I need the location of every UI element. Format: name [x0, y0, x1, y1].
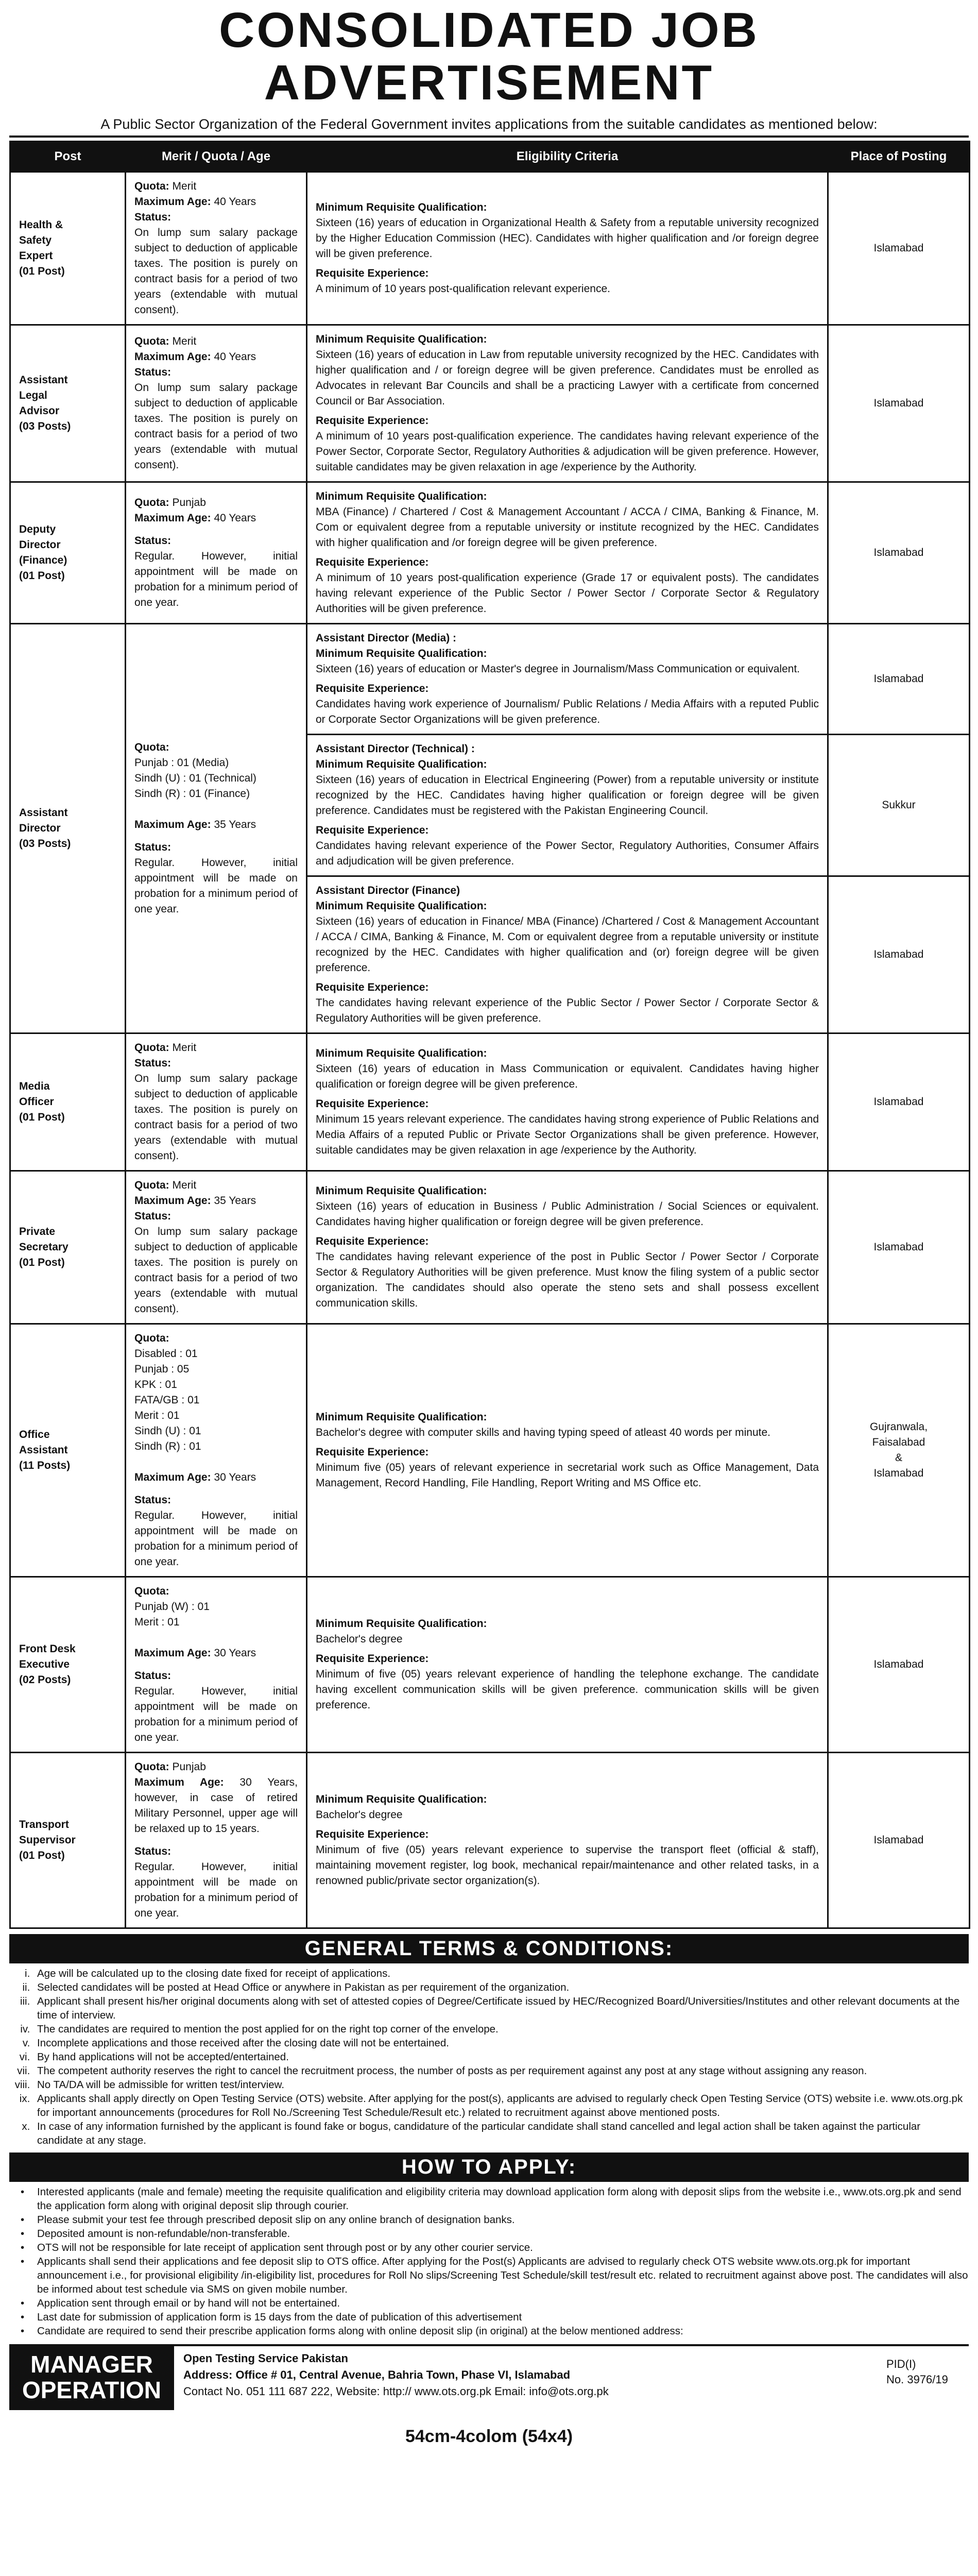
max-age-value: 30 Years, however, in case of retired Military Personnel, upper age will be relaxed up to 15 years.: [134, 1776, 298, 1835]
post-title-line: Office: [19, 1429, 50, 1440]
post-title-line: Director: [19, 822, 61, 834]
max-age: [134, 511, 298, 526]
quota-value: Merit: [172, 1042, 197, 1054]
experience-heading: Requisite Experience:: [316, 415, 429, 427]
qualification-text: Bachelor's degree with computer skills and having typing speed of atleast 40 words per minute.: [316, 1427, 770, 1438]
pid-label: PID(I): [886, 2358, 916, 2370]
merit-quota-age: [126, 1033, 307, 1171]
merit-quota-age: [126, 1577, 307, 1753]
status-text: Regular. However, initial appointment will be made on probation for a minimum period of one year.: [134, 550, 298, 608]
operation-line: OPERATION: [22, 2377, 162, 2403]
qualification-heading: Minimum Requisite Qualification:: [316, 900, 487, 912]
apply-item: • OTS will not be responsible for late receipt of application sent through post or by any other courier service.: [33, 2241, 969, 2255]
quota: [134, 495, 298, 511]
pid-block: [881, 2346, 969, 2410]
quota-label: Quota:: [134, 1332, 169, 1344]
terms-heading: GENERAL TERMS & CONDITIONS:: [9, 1934, 969, 1963]
experience-heading: Requisite Experience:: [316, 981, 429, 993]
spacer: [134, 1454, 298, 1470]
post-title: [10, 1033, 126, 1171]
post-title: [10, 1753, 126, 1928]
post-title: [10, 1171, 126, 1324]
terms-item: vii. The competent authority reserves the right to cancel the recruitment process, the number of posts as per requirement against any post at any stage without assigning any reason.: [33, 2064, 969, 2078]
max-age: [134, 1646, 298, 1661]
experience-text: The candidates having relevant experience of the Public Sector / Power Sector / Corporate Sector & Regulatory Authorities will be given preference.: [316, 997, 819, 1024]
status-label: Status:: [134, 1670, 171, 1682]
max-age: [134, 1470, 298, 1485]
post-title: [10, 325, 126, 482]
post-title-line: (11 Posts): [19, 1460, 71, 1471]
status-label: Status:: [134, 841, 171, 853]
qualification-text: Sixteen (16) years of education in Finance/ MBA (Finance) /Chartered / Cost & Management Accountant / ACCA / CIMA, Banking & Finance, M. Com or equivalent degree from a reputable university or institute recognized by the HEC. Candidates with higher qualification and (or) foreign degree will be given preference.: [316, 916, 819, 974]
eligibility-criteria: [307, 1753, 828, 1928]
experience-text: The candidates having relevant experience of the post in Public Sector / Power Sector / Corporate Sector & Regulatory Authorities will be given preference. Must know the filing system of a public sector organization. The candidates should also operate the steno sets and shall possess excellent communication skills.: [316, 1251, 819, 1309]
quota-label: Quota:: [134, 1042, 169, 1054]
qualification-heading: Minimum Requisite Qualification:: [316, 1618, 487, 1630]
experience-heading: Requisite Experience:: [316, 1235, 429, 1247]
experience-text: A minimum of 10 years post-qualification relevant experience.: [316, 283, 610, 295]
qualification-text: Bachelor's degree: [316, 1809, 403, 1821]
job-row: [10, 1033, 970, 1171]
post-title: [10, 1324, 126, 1577]
post-title-line: Assistant: [19, 1444, 68, 1456]
quota-line: Sindh (R) : 01: [134, 1440, 201, 1452]
page-title: [9, 0, 969, 109]
spacer: [134, 1485, 298, 1493]
post-title-line: Safety: [19, 234, 52, 246]
quota-value: Merit: [172, 1179, 197, 1191]
experience-heading: Requisite Experience:: [316, 267, 429, 279]
apply-item: • Please submit your test fee through prescribed deposit slip on any online branch of designation banks.: [33, 2213, 969, 2227]
qualification-heading: Minimum Requisite Qualification:: [316, 201, 487, 213]
ots-contact: Contact No. 051 111 687 222, Website: http:// www.ots.org.pk Email: info@ots.org.pk: [183, 2385, 609, 2398]
col-header-criteria: Eligibility Criteria: [307, 142, 828, 172]
qualification-heading: Minimum Requisite Qualification:: [316, 490, 487, 502]
post-title-line: Transport: [19, 1819, 69, 1831]
qualification-text: Sixteen (16) years of education in Electrical Engineering (Power) from a reputable university or institute recognized by the HEC. Candidates having higher qualification or foreign degree will be given preference. Candidates must be registered with the Pakistan Engineering Council.: [316, 774, 819, 817]
spacer: [134, 1837, 298, 1844]
place-of-posting: Islamabad: [828, 482, 970, 624]
eligibility-criteria: [307, 735, 828, 876]
quota-value: Merit: [172, 180, 197, 192]
place-of-posting: [828, 1324, 970, 1577]
quota-line: Merit : 01: [134, 1410, 180, 1421]
post-title-line: Health &: [19, 219, 63, 231]
post-title-line: Expert: [19, 250, 53, 262]
col-header-merit: Merit / Quota / Age: [126, 142, 307, 172]
max-age: [134, 349, 298, 365]
job-row: [10, 325, 970, 482]
quota-value: Punjab: [172, 1761, 206, 1773]
job-row: [10, 1753, 970, 1928]
job-row: [10, 624, 970, 735]
place-line: &: [895, 1452, 902, 1464]
sub-post-heading: Assistant Director (Technical) :: [316, 743, 475, 755]
experience-text: Candidates having relevant experience of the Power Sector, Regulatory Authorities, Consumer Affairs and adjudication will be given preference.: [316, 840, 819, 867]
sub-post-heading: Assistant Director (Finance): [316, 885, 460, 896]
qualification-text: Sixteen (16) years of education in Mass Communication or equivalent. Candidates having higher qualification or foreign degree will be given preference.: [316, 1063, 819, 1090]
place-of-posting: Islamabad: [828, 325, 970, 482]
job-row: [10, 1324, 970, 1577]
experience-heading: Requisite Experience:: [316, 1446, 429, 1458]
status-label: Status:: [134, 535, 171, 547]
qualification-text: Sixteen (16) years of education in Organizational Health & Safety from a reputable university recognized by the Higher Education Commission (HEC). Candidates with higher qualification and /or foreign degree will be given preference.: [316, 217, 819, 260]
eligibility-criteria: [307, 1577, 828, 1753]
ots-contact-block: [174, 2346, 881, 2410]
experience-heading: Requisite Experience:: [316, 1828, 429, 1840]
qualification-text: Bachelor's degree: [316, 1633, 403, 1645]
max-age-label: Maximum Age:: [134, 351, 211, 363]
status-label: Status:: [134, 211, 171, 223]
apply-item: • Applicants shall send their applications and fee deposit slip to OTS office. After applying for the Post(s) Applicants are advised to regularly check OTS website www.ots.org.pk for important announcement i.e., for provisional eligibility /in-eligibility list, procedures for Roll No slips/Screening Test Schedule/skill test/result etc. related to recruitment against above post. The candidates will also be informed about test schedule via SMS on given mobile number.: [33, 2255, 969, 2296]
eligibility-criteria: [307, 172, 828, 325]
post-title-line: (Finance): [19, 554, 67, 566]
quota: [134, 179, 298, 194]
eligibility-criteria: [307, 1324, 828, 1577]
spacer: [134, 833, 298, 840]
pid-number: No. 3976/19: [886, 2373, 948, 2386]
qualification-heading: Minimum Requisite Qualification:: [316, 1793, 487, 1805]
max-age-label: Maximum Age:: [134, 1471, 211, 1483]
quota-line: Disabled : 01: [134, 1348, 198, 1360]
footer: [9, 2344, 969, 2410]
quota-label: Quota:: [134, 1585, 169, 1597]
max-age-value: 40 Years: [214, 512, 256, 524]
max-age-label: Maximum Age:: [134, 196, 211, 208]
job-row: [10, 1577, 970, 1753]
status-label: Status:: [134, 1494, 171, 1506]
post-title: [10, 1577, 126, 1753]
quota-label: Quota:: [134, 497, 169, 509]
quota-line: Sindh (R) : 01 (Finance): [134, 788, 250, 800]
experience-text: Minimum of five (05) years relevant experience to supervise the transport fleet (official & staff), maintaining movement register, log book, mechanical repair/maintenance and other related tasks, in a renowned public/private sector organization(s).: [316, 1844, 819, 1887]
post-title-line: (02 Posts): [19, 1674, 71, 1686]
post-title-line: Media: [19, 1080, 50, 1092]
max-age: [134, 817, 298, 833]
terms-item: i. Age will be calculated up to the closing date fixed for receipt of applications.: [33, 1967, 969, 1980]
qualification-text: Sixteen (16) years of education in Law from reputable university recognized by the HEC. Candidates with higher qualification and / or foreign degree will be given preference. Candidates must be enrolled as Advocates in relevant Bar Councils and shall be a practicing Lawyer with a certificate from concerned Council or Bar Association.: [316, 349, 819, 407]
terms-item: vi. By hand applications will not be accepted/entertained.: [33, 2050, 969, 2064]
quota-line: Punjab (W) : 01: [134, 1601, 210, 1613]
eligibility-criteria: [307, 624, 828, 735]
quota: [134, 334, 298, 349]
job-row: [10, 482, 970, 624]
qualification-text: Sixteen (16) years of education in Business / Public Administration / Social Sciences or equivalent. Candidates having higher qualification or foreign degree will be given preference.: [316, 1200, 819, 1228]
experience-heading: Requisite Experience:: [316, 556, 429, 568]
experience-text: A minimum of 10 years post-qualification experience. The candidates having relevant experience of the Power Sector, Corporate Sector, Regulatory Authorities & adjudication will be given preference. However, suitable candidates may be given relaxation in age /experience by the Authority.: [316, 430, 819, 473]
intro-text: A Public Sector Organization of the Federal Government invites applications from the suitable candidates as mentioned below:: [9, 116, 969, 138]
terms-item: ii. Selected candidates will be posted at Head Office or anywhere in Pakistan as per requirement of the organization.: [33, 1980, 969, 1994]
status-text: On lump sum salary package subject to deduction of applicable taxes. The position is purely on contract basis for a period of two years (extendable with mutual consent).: [134, 227, 298, 316]
status-label: Status:: [134, 1845, 171, 1857]
place-of-posting: Islamabad: [828, 624, 970, 735]
ots-address: Address: Office # 01, Central Avenue, Bahria Town, Phase VI, Islamabad: [183, 2368, 571, 2381]
max-age: [134, 1193, 298, 1209]
merit-quota-age: [126, 482, 307, 624]
max-age-value: 35 Years: [214, 1195, 256, 1207]
status-text: On lump sum salary package subject to deduction of applicable taxes. The position is purely on contract basis for a period of two years (extendable with mutual consent).: [134, 382, 298, 471]
place-of-posting: Islamabad: [828, 1753, 970, 1928]
experience-heading: Requisite Experience:: [316, 1653, 429, 1665]
quota-label: Quota:: [134, 335, 169, 347]
merit-quota-age: [126, 1171, 307, 1324]
terms-item: x. In case of any information furnished by the applicant is found fake or bogus, candidature of the particular candidate shall stand cancelled and legal action shall be taken against the particular candidate at any stage.: [33, 2120, 969, 2147]
col-header-post: Post: [10, 142, 126, 172]
post-title-line: Legal: [19, 389, 47, 401]
apply-item: • Candidate are required to send their prescribe application forms along with online deposit slip (in original) at the below mentioned address:: [33, 2324, 969, 2338]
table-header-row: [10, 142, 970, 172]
status-label: Status:: [134, 1057, 171, 1069]
col-header-place: Place of Posting: [828, 142, 970, 172]
manager-line: MANAGER: [30, 2351, 153, 2378]
qualification-heading: Minimum Requisite Qualification:: [316, 1185, 487, 1197]
post-title-line: Private: [19, 1226, 56, 1238]
post-title-line: Executive: [19, 1658, 70, 1670]
post-title-line: (01 Post): [19, 1111, 65, 1123]
qualification-text: MBA (Finance) / Chartered / Cost & Management Accountant / ACCA / CIMA, Banking & Finance, M. Com or equivalent degree from a reputable university or institute recognized by the HEC. Candidates with higher qualification and /or foreign degree will be given preference.: [316, 506, 819, 549]
qualification-heading: Minimum Requisite Qualification:: [316, 758, 487, 770]
apply-item: • Last date for submission of application form is 15 days from the date of publication of this advertisement: [33, 2310, 969, 2324]
quota: [134, 1759, 298, 1775]
status-text: Regular. However, initial appointment will be made on probation for a minimum period of one year.: [134, 1861, 298, 1919]
quota-label: Quota:: [134, 741, 169, 753]
quota-line: Merit : 01: [134, 1616, 180, 1628]
max-age-label: Maximum Age:: [134, 819, 211, 831]
experience-text: A minimum of 10 years post-qualification experience (Grade 17 or equivalent posts). The candidates having relevant experience of the Public Sector / Power Sector / Corporate Sector & Regulatory Authorities will be given preference.: [316, 572, 819, 615]
experience-text: Minimum 15 years relevant experience. The candidates having strong experience of Public Relations and Media Affairs of a reputed Public or Private Sector Organizations shall be given preference. However, suitable candidates may be given relaxation in age /experience by the Authority.: [316, 1113, 819, 1156]
experience-text: Minimum five (05) years of relevant experience in secretarial work such as Office Management, Data Management, Record Handling, File Handling, Report Writing and MS Office etc.: [316, 1462, 819, 1489]
max-age-value: 30 Years: [214, 1471, 256, 1483]
title-line-2: ADVERTISEMENT: [264, 55, 714, 110]
post-title-line: (03 Posts): [19, 838, 71, 850]
post-title-line: Deputy: [19, 523, 56, 535]
max-age-value: 40 Years: [214, 351, 256, 363]
quota: [134, 1040, 298, 1056]
place-of-posting: Islamabad: [828, 876, 970, 1033]
quota-value: Merit: [172, 335, 197, 347]
job-advertisement: [9, 0, 969, 2576]
job-row: [10, 1171, 970, 1324]
merit-quota-age: [126, 172, 307, 325]
post-title: [10, 172, 126, 325]
eligibility-criteria: [307, 1033, 828, 1171]
post-title-line: Secretary: [19, 1241, 68, 1253]
spacer: [134, 1661, 298, 1668]
manager-operation-block: [9, 2346, 174, 2410]
max-age-value: 40 Years: [214, 196, 256, 208]
place-line: Islamabad: [873, 1467, 924, 1479]
place-of-posting: Islamabad: [828, 1577, 970, 1753]
jobs-table-body: [10, 172, 970, 1928]
qualification-heading: Minimum Requisite Qualification:: [316, 1047, 487, 1059]
apply-list: [9, 2185, 969, 2338]
ots-org-name: Open Testing Service Pakistan: [183, 2352, 348, 2365]
apply-item: • Application sent through email or by hand will not be entertained.: [33, 2296, 969, 2310]
apply-item: • Deposited amount is non-refundable/non-transferable.: [33, 2227, 969, 2241]
max-age-label: Maximum Age:: [134, 1647, 211, 1659]
experience-heading: Requisite Experience:: [316, 683, 429, 694]
post-title-line: Advisor: [19, 405, 60, 417]
status-text: Regular. However, initial appointment will be made on probation for a minimum period of one year.: [134, 857, 298, 915]
post-title-line: Assistant: [19, 374, 68, 386]
post-title-line: (01 Post): [19, 570, 65, 582]
ad-size-label: 54cm-4colom (54x4): [405, 2427, 573, 2446]
post-title: [10, 624, 126, 1033]
status-text: On lump sum salary package subject to deduction of applicable taxes. The position is purely on contract basis for a period of two years (extendable with mutual consent).: [134, 1073, 298, 1162]
terms-list: [9, 1967, 969, 2147]
jobs-table: [9, 141, 970, 1929]
qualification-heading: Minimum Requisite Qualification:: [316, 333, 487, 345]
quota-label: Quota:: [134, 180, 169, 192]
max-age-label: Maximum Age:: [134, 1195, 211, 1207]
place-of-posting: Islamabad: [828, 172, 970, 325]
merit-quota-age: [126, 1324, 307, 1577]
post-title-line: Front Desk: [19, 1643, 76, 1655]
quota-value: Punjab: [172, 497, 206, 509]
quota-line: KPK : 01: [134, 1379, 177, 1391]
eligibility-criteria: [307, 876, 828, 1033]
place-of-posting: Sukkur: [828, 735, 970, 876]
place-of-posting: Islamabad: [828, 1033, 970, 1171]
merit-quota-age: [126, 325, 307, 482]
quota-line: Punjab : 01 (Media): [134, 757, 229, 769]
sub-post-heading: Assistant Director (Media) :: [316, 632, 457, 644]
max-age-value: 35 Years: [214, 819, 256, 831]
status-text: Regular. However, initial appointment will be made on probation for a minimum period of one year.: [134, 1510, 298, 1568]
terms-item: viii. No TA/DA will be admissible for written test/interview.: [33, 2078, 969, 2092]
eligibility-criteria: [307, 325, 828, 482]
qualification-heading: Minimum Requisite Qualification:: [316, 1411, 487, 1423]
experience-heading: Requisite Experience:: [316, 1098, 429, 1110]
experience-text: Minimum of five (05) years relevant experience of handling the telephone exchange. The candidate having excellent communication skills will be given preference. communication skills will be given preference.: [316, 1668, 819, 1711]
quota-line: Sindh (U) : 01: [134, 1425, 201, 1437]
terms-item: v. Incomplete applications and those received after the closing date will not be entertained.: [33, 2036, 969, 2050]
apply-item: • Interested applicants (male and female) meeting the requisite qualification and eligibility criteria may download application form along with deposit slips from the website i.e., www.ots.org.pk and send the application form along with original deposit slip through courier.: [33, 2185, 969, 2213]
status-label: Status:: [134, 366, 171, 378]
terms-item: ix. Applicants shall apply directly on Open Testing Service (OTS) website. After applying for the post(s), applicants are advised to regularly check Open Testing Service (OTS) website i.e. www.ots.org.pk for important announcements (procedures for Roll No./Screening Test Schedule/Result etc.) related to recruitment against above mentioned posts.: [33, 2092, 969, 2120]
eligibility-criteria: [307, 482, 828, 624]
max-age-label: Maximum Age:: [134, 512, 211, 524]
max-age-value: 30 Years: [214, 1647, 256, 1659]
post-title-line: (01 Post): [19, 265, 65, 277]
merit-quota-age: [126, 1753, 307, 1928]
quota-line: FATA/GB : 01: [134, 1394, 200, 1406]
qualification-text: Sixteen (16) years of education or Master's degree in Journalism/Mass Communication or equivalent.: [316, 663, 800, 675]
quota: [134, 1178, 298, 1193]
quota-label: Quota:: [134, 1761, 169, 1773]
merit-quota-age: [126, 624, 307, 1033]
post-title-line: Officer: [19, 1096, 54, 1108]
spacer: [134, 526, 298, 533]
max-age: [134, 1775, 298, 1837]
post-title-line: (01 Post): [19, 1850, 65, 1861]
experience-heading: Requisite Experience:: [316, 824, 429, 836]
post-title-line: Director: [19, 539, 61, 551]
post-title: [10, 482, 126, 624]
title-line-1: CONSOLIDATED JOB: [219, 3, 759, 58]
terms-item: iii. Applicant shall present his/her original documents along with set of attested copies of Degree/Certificate issued by HEC/Recognized Board/Universities/Institutes and other relevant documents at the time of interview.: [33, 1994, 969, 2022]
quota-label: Quota:: [134, 1179, 169, 1191]
terms-item: iv. The candidates are required to mention the post applied for on the right top corner of the envelope.: [33, 2022, 969, 2036]
experience-text: Candidates having work experience of Journalism/ Public Relations / Media Affairs with a reputed Public or Corporate Sector Organizations will be given preference.: [316, 698, 819, 725]
spacer: [134, 1630, 298, 1646]
quota-line: Punjab : 05: [134, 1363, 190, 1375]
max-age-label: Maximum Age:: [134, 1776, 224, 1788]
spacer: [134, 802, 298, 817]
place-of-posting: Islamabad: [828, 1171, 970, 1324]
place-line: Faisalabad: [872, 1436, 925, 1448]
post-title-line: Supervisor: [19, 1834, 76, 1846]
status-label: Status:: [134, 1210, 171, 1222]
max-age: [134, 194, 298, 210]
status-text: Regular. However, initial appointment will be made on probation for a minimum period of one year.: [134, 1685, 298, 1743]
post-title-line: Assistant: [19, 807, 68, 819]
post-title-line: (03 Posts): [19, 420, 71, 432]
place-line: Gujranwala,: [869, 1421, 928, 1433]
quota-line: Sindh (U) : 01 (Technical): [134, 772, 256, 784]
post-title-line: (01 Post): [19, 1257, 65, 1268]
status-text: On lump sum salary package subject to deduction of applicable taxes. The position is purely on contract basis for a period of two years (extendable with mutual consent).: [134, 1226, 298, 1315]
apply-heading: HOW TO APPLY:: [9, 2153, 969, 2182]
eligibility-criteria: [307, 1171, 828, 1324]
job-row: [10, 172, 970, 325]
qualification-heading: Minimum Requisite Qualification:: [316, 648, 487, 659]
